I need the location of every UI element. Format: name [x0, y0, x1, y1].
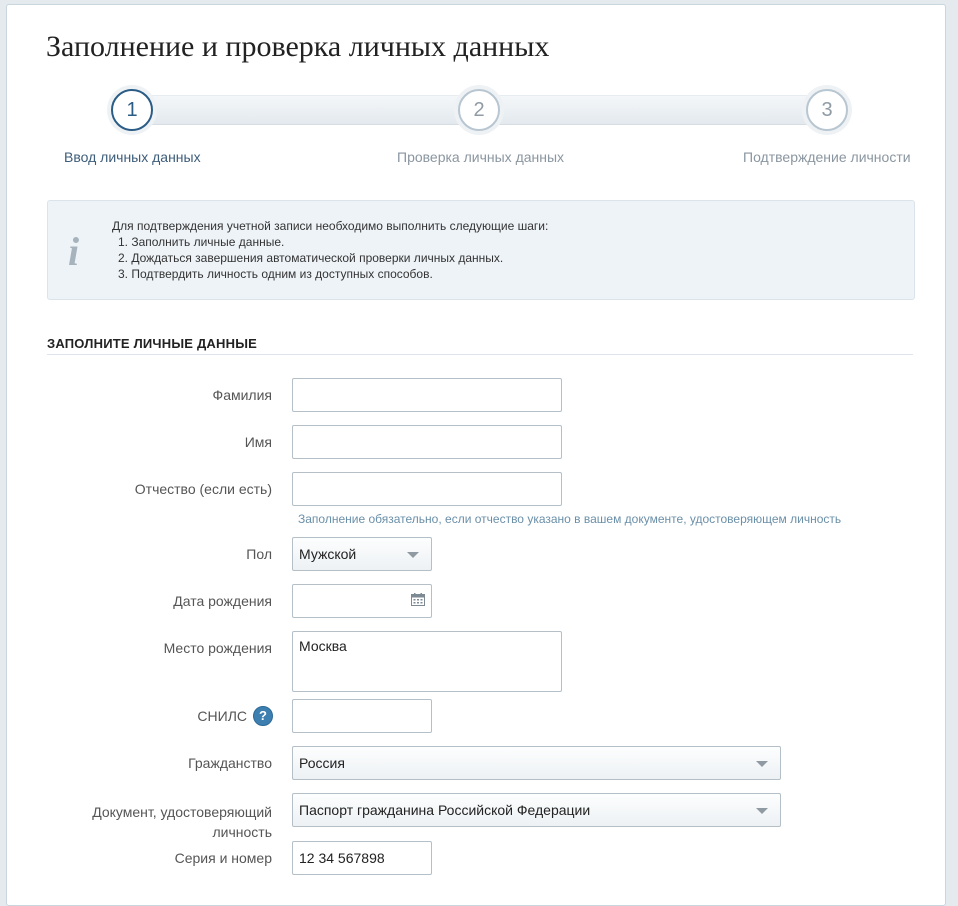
info-step-1: 1. Заполнить личные данные. — [118, 235, 285, 249]
citizenship-value: Россия — [299, 755, 345, 771]
info-step-3: 3. Подтвердить личность одним из доступных способов. — [118, 267, 433, 281]
document-select[interactable] — [292, 793, 781, 827]
info-text — [112, 218, 548, 282]
calendar-icon[interactable] — [411, 593, 425, 606]
chevron-down-icon — [756, 808, 768, 814]
section-title: ЗАПОЛНИТЕ ЛИЧНЫЕ ДАННЫЕ — [47, 336, 257, 351]
first-name-label: Имя — [244, 434, 272, 450]
gender-label: Пол — [246, 546, 272, 562]
document-label-line2: личность — [212, 824, 272, 840]
step-1-circle: 1 — [111, 89, 153, 131]
step-3-circle: 3 — [806, 89, 848, 131]
citizenship-select[interactable] — [292, 746, 781, 780]
help-icon[interactable]: ? — [253, 706, 273, 726]
series-number-input[interactable] — [292, 841, 432, 875]
page-title: Заполнение и проверка личных данных — [46, 30, 550, 63]
citizenship-label: Гражданство — [188, 755, 272, 771]
section-divider — [47, 354, 913, 355]
step-2-label: Проверка личных данных — [397, 149, 565, 165]
gender-select[interactable] — [292, 537, 432, 571]
step-2-circle: 2 — [458, 89, 500, 131]
snils-input[interactable] — [292, 699, 432, 733]
step-3-label: Подтверждение личности — [743, 149, 911, 165]
patronymic-input[interactable] — [292, 472, 562, 506]
last-name-input[interactable] — [292, 378, 562, 412]
chevron-down-icon — [756, 761, 768, 767]
series-number-label: Серия и номер — [174, 850, 272, 866]
birth-date-label: Дата рождения — [173, 593, 272, 609]
info-intro: Для подтверждения учетной записи необходимо выполнить следующие шаги: — [112, 219, 549, 233]
step-1-label: Ввод личных данных — [64, 149, 201, 165]
snils-label: СНИЛС — [197, 708, 247, 724]
document-value: Паспорт гражданина Российской Федерации — [299, 802, 591, 818]
first-name-input[interactable] — [292, 425, 562, 459]
birth-place-input[interactable] — [292, 631, 562, 692]
birth-place-label: Место рождения — [163, 640, 272, 656]
info-icon: i — [68, 229, 80, 274]
info-step-2: 2. Дождаться завершения автоматической проверки личных данных. — [118, 251, 504, 265]
patronymic-hint: Заполнение обязательно, если отчество указано в вашем документе, удостоверяющем личность — [298, 512, 842, 526]
document-label — [92, 802, 272, 842]
last-name-label: Фамилия — [212, 387, 272, 403]
patronymic-label: Отчество (если есть) — [134, 481, 272, 497]
chevron-down-icon — [407, 552, 419, 558]
document-label-line1: Документ, удостоверяющий — [92, 804, 272, 820]
gender-value: Мужской — [299, 546, 357, 562]
